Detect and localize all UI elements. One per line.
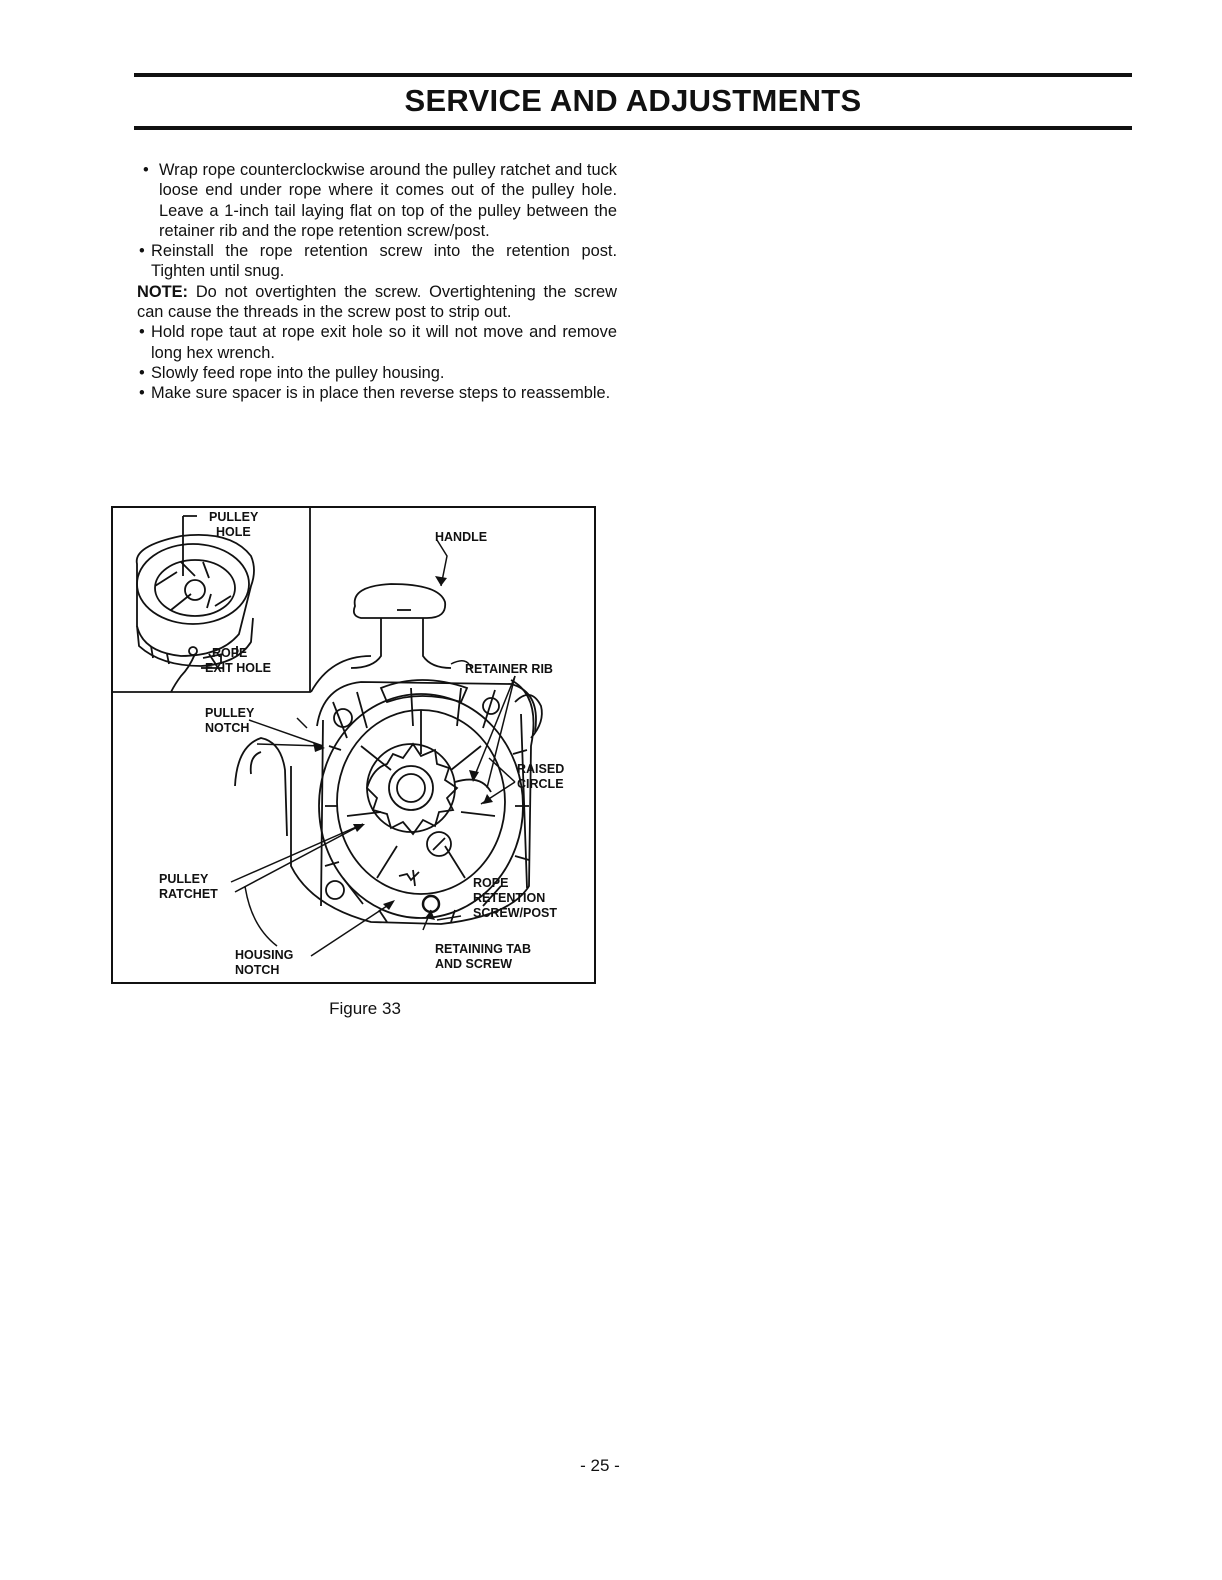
- instruction-bullet: • Wrap rope counterclockwise around the pulley ratchet and tuck loose end under rope where it comes out of the pulley hole. Leave a 1-inch tail laying flat on top of the pulley between the retainer rib and the rope retention screw/post.: [137, 160, 617, 241]
- instructions-text: [137, 160, 617, 404]
- note-text: Do not overtighten the screw. Overtightening the screw can cause the threads in the screw post to strip out.: [137, 282, 617, 322]
- label-retainer-rib: RETAINER RIB: [465, 662, 553, 676]
- instruction-bullet: • Reinstall the rope retention screw into the retention post. Tighten until snug.: [137, 241, 617, 282]
- instruction-bullet: • Slowly feed rope into the pulley housing.: [137, 363, 617, 383]
- instruction-bullet: • Make sure spacer is in place then reverse steps to reassemble.: [137, 383, 617, 403]
- header-bottom-rule: [134, 126, 1132, 130]
- instruction-bullet: • Hold rope taut at rope exit hole so it will not move and remove long hex wrench.: [137, 322, 617, 363]
- label-retaining-tab-and-screw: RETAINING TAB AND SCREW: [435, 942, 532, 971]
- note-paragraph: [137, 282, 617, 323]
- note-label: NOTE:: [137, 282, 188, 301]
- label-pulley-notch: PULLEY NOTCH: [205, 706, 255, 735]
- page-number: - 25 -: [580, 1456, 620, 1475]
- header-top-rule: [134, 73, 1132, 77]
- figure-33-illustration: [111, 506, 596, 984]
- label-pulley-hole: PULLEY HOLE: [209, 510, 259, 539]
- label-pulley-ratchet: PULLEY RATCHET: [159, 872, 218, 901]
- page-title: SERVICE AND ADJUSTMENTS: [404, 83, 862, 118]
- figure-caption: Figure 33: [329, 999, 401, 1018]
- label-housing-notch: HOUSING NOTCH: [235, 948, 294, 977]
- label-raised-circle: RAISED CIRCLE: [517, 762, 565, 791]
- label-rope-exit-hole: ROPE EXIT HOLE: [205, 646, 271, 675]
- label-rope-retention-screw-post: ROPE RETENTION SCREW/POST: [473, 876, 558, 920]
- label-handle: HANDLE: [435, 530, 488, 544]
